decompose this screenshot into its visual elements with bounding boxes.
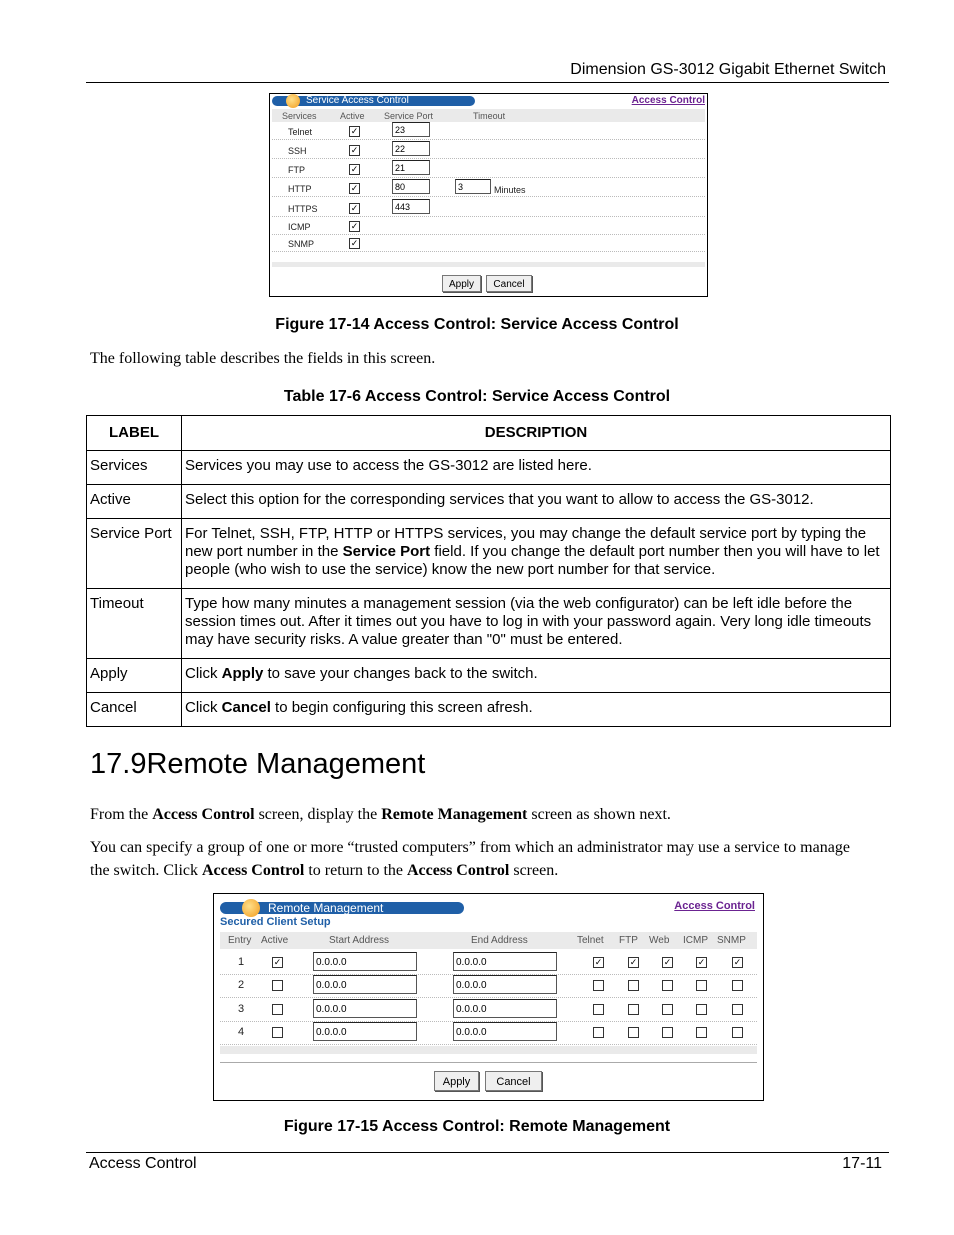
row-divider	[220, 997, 757, 998]
telnet-checkbox[interactable]: ✓	[594, 957, 603, 967]
timeout-input[interactable]: 3	[455, 179, 491, 194]
orb-icon	[286, 94, 300, 108]
active-checkbox[interactable]: ✓	[350, 126, 359, 136]
row-divider	[272, 158, 705, 159]
row-divider	[272, 139, 705, 140]
web-checkbox[interactable]	[662, 1004, 673, 1015]
row-description: Services you may use to access the GS-3012 are listed here.	[182, 451, 891, 485]
row-divider	[220, 1044, 757, 1045]
footer-page-number: 17-11	[842, 1155, 882, 1172]
table-row	[87, 693, 891, 727]
service-port-input[interactable]: 21	[392, 160, 430, 175]
figure-caption: Figure 17-15 Access Control: Remote Management	[283, 1118, 671, 1135]
service-port-input[interactable]: 23	[392, 122, 430, 137]
col-active: Active	[261, 935, 289, 946]
icmp-checkbox[interactable]: ✓	[697, 957, 706, 967]
row-label: Active	[87, 485, 182, 519]
access-control-link[interactable]: Access Control	[631, 95, 705, 106]
divider	[220, 1062, 757, 1063]
panel-title-bar	[272, 96, 475, 106]
snmp-checkbox[interactable]	[732, 1027, 743, 1038]
service-port-input[interactable]: 443	[392, 199, 430, 214]
active-checkbox[interactable]: ✓	[350, 203, 359, 213]
row-divider	[272, 177, 705, 178]
panel-title: Remote Management	[268, 901, 384, 915]
row-label: Services	[87, 451, 182, 485]
snmp-checkbox[interactable]	[732, 980, 743, 991]
end-address-input[interactable]: 0.0.0.0	[453, 999, 557, 1018]
table-row	[87, 519, 891, 589]
orb-icon	[242, 899, 260, 917]
ftp-checkbox[interactable]	[628, 980, 639, 991]
col-active: Active	[340, 111, 365, 121]
col-services: Services	[282, 111, 317, 121]
icmp-checkbox[interactable]	[696, 1027, 707, 1038]
active-checkbox[interactable]: ✓	[273, 957, 282, 967]
service-port-input[interactable]: 22	[392, 141, 430, 156]
paragraph-1: From the Access Control screen, display the Remote Management screen as shown next.	[90, 806, 671, 823]
row-divider	[272, 234, 705, 235]
row-description: Type how many minutes a management session (via the web configurator) can be left idle before the session times out. After it times out you have to log in with your password again. Very long idle timeouts may have security risks. A value greater than "0" must be entered.	[182, 589, 891, 659]
service-name: SSH	[288, 146, 307, 156]
col-timeout: Timeout	[473, 111, 506, 121]
description-header: DESCRIPTION	[182, 416, 891, 451]
start-address-input[interactable]: 0.0.0.0	[313, 975, 417, 994]
icmp-checkbox[interactable]	[696, 1004, 707, 1015]
figure-caption: Figure 17-14 Access Control: Service Access Control	[275, 316, 679, 333]
active-checkbox[interactable]: ✓	[350, 164, 359, 174]
service-port-input[interactable]: 80	[392, 179, 430, 194]
active-checkbox[interactable]	[272, 980, 283, 991]
service-name: ICMP	[288, 222, 311, 232]
description-table	[86, 415, 891, 727]
service-name: HTTP	[288, 184, 312, 194]
row-label: Cancel	[87, 693, 182, 727]
entry-number: 3	[238, 1003, 245, 1015]
secured-client-setup-title: Secured Client Setup	[220, 916, 331, 928]
telnet-checkbox[interactable]	[593, 1004, 604, 1015]
cancel-button[interactable]: Cancel	[486, 275, 532, 292]
start-address-input[interactable]: 0.0.0.0	[313, 952, 417, 971]
row-divider	[272, 196, 705, 197]
running-header: Dimension GS-3012 Gigabit Ethernet Switch	[570, 61, 886, 78]
table-row	[87, 451, 891, 485]
table-header-row	[87, 416, 891, 451]
apply-button[interactable]: Apply	[434, 1071, 479, 1091]
telnet-checkbox[interactable]	[593, 1027, 604, 1038]
row-label: Apply	[87, 659, 182, 693]
entry-number: 4	[238, 1026, 245, 1038]
ftp-checkbox[interactable]: ✓	[629, 957, 638, 967]
col-service-port: Service Port	[384, 111, 434, 121]
table-caption: Table 17-6 Access Control: Service Access Control	[283, 388, 671, 405]
row-description: Click Cancel to begin configuring this screen afresh.	[182, 693, 891, 727]
row-label: Service Port	[87, 519, 182, 589]
web-checkbox[interactable]	[662, 1027, 673, 1038]
service-name: Telnet	[288, 127, 313, 137]
footer-chapter: Access Control	[89, 1155, 197, 1172]
intro-text: The following table describes the fields in this screen.	[90, 350, 436, 367]
row-description: For Telnet, SSH, FTP, HTTP or HTTPS services, you may change the default service port by typing the new port number in the Service Port field. If you change the default port number then you will have to let people (who wish to use the service) know the new port number for that service.	[182, 519, 891, 589]
icmp-checkbox[interactable]	[696, 980, 707, 991]
access-control-link[interactable]: Access Control	[674, 900, 755, 912]
telnet-checkbox[interactable]	[593, 980, 604, 991]
col-entry: Entry	[228, 935, 252, 946]
panel-title: Service Access Control	[306, 95, 409, 106]
label-header: LABEL	[87, 416, 182, 451]
row-divider	[272, 251, 705, 252]
paragraph-2: You can specify a group of one or more “trusted computers” from which an administrator may use a service to manage the switch. Click Access Control to return to the Access Control screen.	[90, 839, 850, 879]
ftp-checkbox[interactable]	[628, 1027, 639, 1038]
col-end-address: End Address	[471, 935, 528, 946]
footer-bar	[272, 262, 705, 267]
remote-management-screenshot	[213, 893, 764, 1101]
header-rule	[86, 82, 889, 83]
ftp-checkbox[interactable]	[628, 1004, 639, 1015]
snmp-checkbox[interactable]: ✓	[733, 957, 742, 967]
cancel-button[interactable]: Cancel	[485, 1071, 542, 1091]
table-row	[87, 485, 891, 519]
row-description: Click Apply to save your changes back to the switch.	[182, 659, 891, 693]
active-checkbox[interactable]: ✓	[350, 183, 359, 193]
section-heading: 17.9Remote Management	[90, 748, 426, 780]
service-name: SNMP	[288, 239, 315, 249]
snmp-checkbox[interactable]	[732, 1004, 743, 1015]
service-name: HTTPS	[288, 204, 318, 214]
start-address-input[interactable]: 0.0.0.0	[313, 1022, 417, 1041]
active-checkbox[interactable]	[272, 1004, 283, 1015]
entry-number: 1	[238, 956, 245, 968]
web-checkbox[interactable]	[662, 980, 673, 991]
col-telnet: Telnet	[577, 935, 604, 946]
end-address-input[interactable]: 0.0.0.0	[453, 975, 557, 994]
apply-button[interactable]: Apply	[442, 275, 481, 292]
end-address-input[interactable]: 0.0.0.0	[453, 952, 557, 971]
service-access-control-screenshot	[269, 93, 708, 297]
col-start-address: Start Address	[329, 935, 390, 946]
minutes-label: Minutes	[494, 185, 526, 195]
end-address-input[interactable]: 0.0.0.0	[453, 1022, 557, 1041]
footer-rule	[86, 1152, 889, 1153]
row-divider	[272, 216, 705, 217]
col-ftp: FTP	[619, 935, 638, 946]
table-row	[87, 659, 891, 693]
col-snmp: SNMP	[717, 935, 746, 946]
start-address-input[interactable]: 0.0.0.0	[313, 999, 417, 1018]
active-checkbox[interactable]: ✓	[350, 145, 359, 155]
footer-bar	[220, 1046, 757, 1054]
table-row	[87, 589, 891, 659]
active-checkbox[interactable]: ✓	[350, 238, 359, 248]
row-label: Timeout	[87, 589, 182, 659]
active-checkbox[interactable]	[272, 1027, 283, 1038]
col-icmp: ICMP	[683, 935, 708, 946]
col-web: Web	[649, 935, 670, 946]
service-name: FTP	[288, 165, 305, 175]
active-checkbox[interactable]: ✓	[350, 221, 359, 231]
row-description: Select this option for the corresponding services that you want to allow to access the GS-3012.	[182, 485, 891, 519]
panel-title-bar	[220, 902, 464, 914]
web-checkbox[interactable]: ✓	[663, 957, 672, 967]
entry-number: 2	[238, 979, 245, 991]
